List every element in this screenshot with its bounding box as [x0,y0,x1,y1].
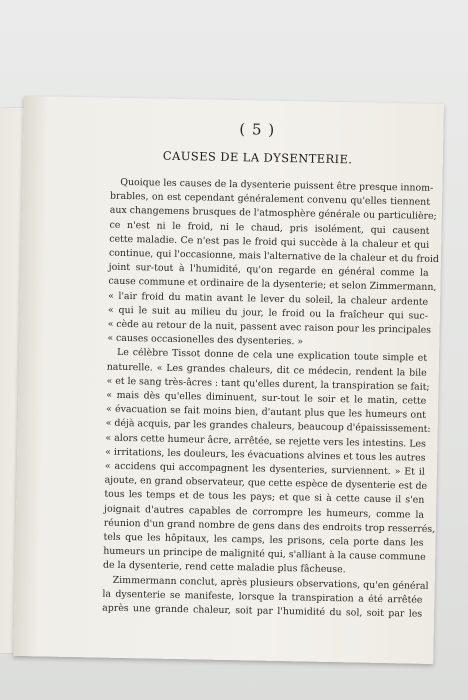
text-line: de la dysenterie, rend cette maladie plus fâcheuse. [102,560,346,576]
text-line: humeurs un principe de malignité qui, s'alliant à la cause commune [103,545,426,564]
text-line: ce n'est ni le froid, ni le chaud, pris isolément, qui causent [109,219,430,237]
text-line: Le célèbre Tissot donne de cela une explication toute simple et [116,347,428,365]
text-line: aux changemens brusques de l'atmosphère générale ou particulière; [109,205,437,223]
text-line: joint sur-tout à l'humidité, qu'on regarde en général comme la [108,261,429,280]
text-line: continue, qui l'occasionne, mais l'alternative de la chaleur et du froid [108,247,440,266]
body-text [102,176,440,622]
text-line: ajoute, en grand observateur, que cette espèce de dysenterie est de [104,474,428,493]
chapter-title: CAUSES DE LA DYSENTERIE. [162,148,353,167]
text-line: « déjà acquis, par les grandes chaleurs, beaucoup d'épaississement: [105,418,431,436]
text-line: cause commune et ordinaire de la dysenterie; et selon Zimmermann, [108,276,437,294]
text-line: après une grande chaleur, soit par l'humidité du sol, soit par les [102,602,423,620]
text-line: tous les temps et de tous les pays; et que si à cette cause il s'en [104,489,425,507]
page-number: ( 5 ) [239,120,276,139]
text-line: « irritations, les douleurs, les évacuations alvines et tous les autres [105,446,426,464]
text-line: brables, on est cependant généralement convenu qu'elles tiennent [109,190,431,209]
text-line: joignait d'autres capables de corrompre les humeurs, comme la [103,503,425,521]
text-line: cette maladie. Ce n'est pas le froid qui succède à la chaleur et qui [109,233,430,251]
text-line: « qui le suit au milieu du jour, le froid ou la fraîcheur qui suc- [107,304,428,322]
text-line: « alors cette humeur âcre, arrêtée, se rejette vers les intestins. Les [105,432,427,450]
text-line: « évacuation se fait moins bien, d'autant plus que les humeurs ont [105,403,427,422]
text-line: tels que les hôpitaux, les camps, les prisons, cela porte dans les [103,531,424,549]
book-page [13,96,444,664]
text-line: « et le sang très-âcres : tant qu'elles durent, la transpiration se fait; [106,375,430,393]
text-line: « causes occasionelles des dysenteries. » [107,332,304,348]
text-line: « cède au retour de la nuit, passent avec raison pour les principales [107,318,432,336]
text-line: naturelle. « Les grandes chaleurs, dit ce médecin, rendent la bile [106,361,427,379]
text-line: « l'air froid du matin avant le lever du soleil, la chaleur ardente [108,290,429,308]
text-line: Zimmermann conclut, après plusieurs observations, qu'en général [112,574,429,592]
text-line: Quoique les causes de la dysenterie puissent être presque innom- [120,176,434,194]
text-line: « mais dès qu'elles diminuent, sur-tout le soir et le matin, cette [106,389,427,407]
text-line: la dysenterie se manifeste, lorsque la transpiration a été arrêtée [102,588,423,606]
text-line: « accidens qui accompagnent les dysenteries, surviennent. » Et il [104,460,425,478]
text-line: réunion d'un grand nombre de gens dans des endroits trop resserrés, [103,517,436,535]
